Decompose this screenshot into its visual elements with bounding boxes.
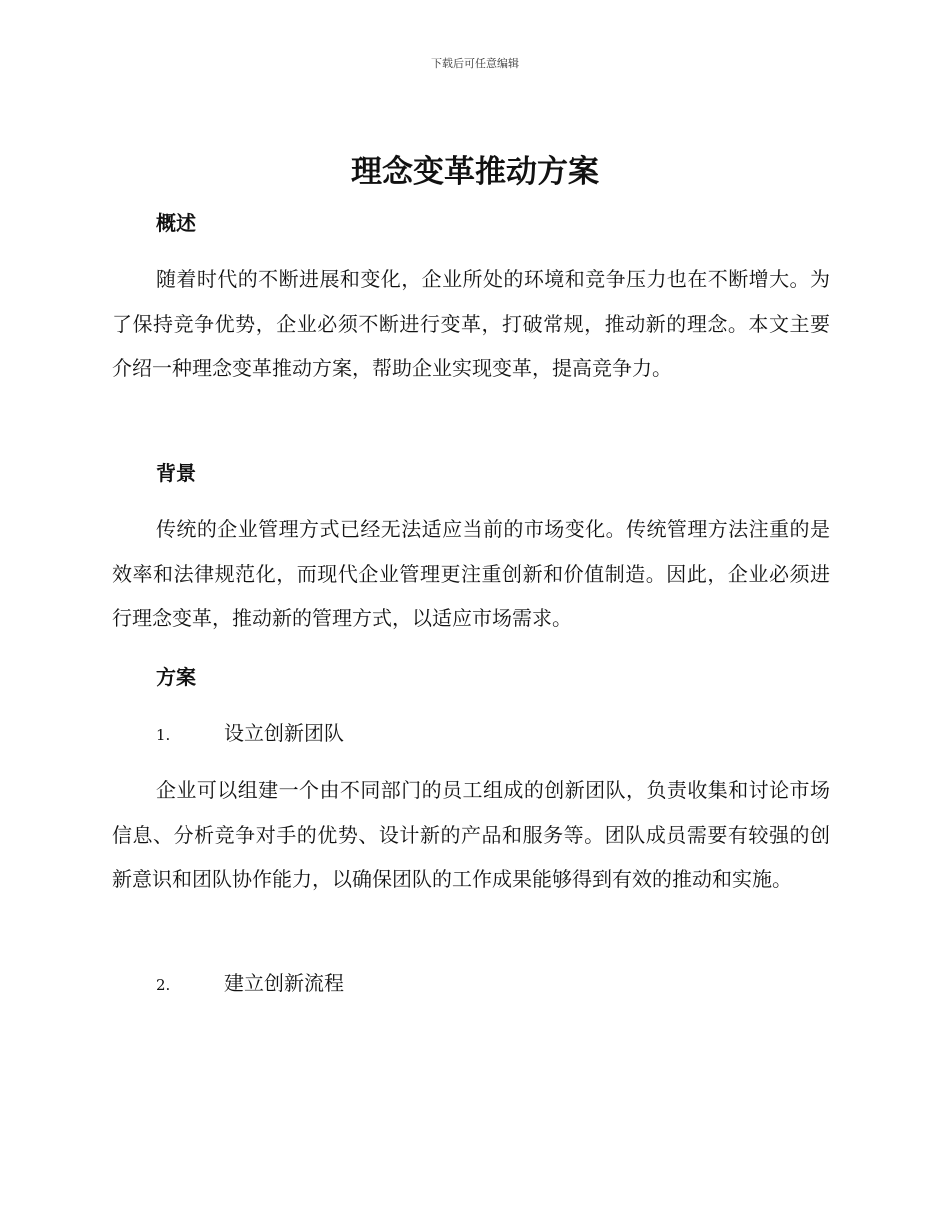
paragraph-overview: 随着时代的不断进展和变化，企业所处的环境和竞争压力也在不断增大。为了保持竞争优势，企业必须不断进行变革，打破常规，推动新的理念。本文主要介绍一种理念变革推动方案，帮助企业实现变革，提高竞争力。 <box>112 267 830 380</box>
list-item-number: 2. <box>156 976 171 994</box>
paragraph-background: 传统的企业管理方式已经无法适应当前的市场变化。传统管理方法注重的是效率和法律规范化，而现代企业管理更注重创新和价值制造。因此，企业必须进行理念变革，推动新的管理方式，以适应市场需求。 <box>112 517 830 630</box>
document-title: 理念变革推动方案 <box>351 154 599 190</box>
list-item-2 <box>156 968 344 1000</box>
section-heading-plan: 方案 <box>156 665 196 689</box>
list-item-label: 设立创新团队 <box>224 721 344 745</box>
section-heading-background: 背景 <box>156 461 196 485</box>
header-note: 下载后可任意编辑 <box>431 57 519 70</box>
list-item-number: 1. <box>156 726 171 744</box>
list-item-1 <box>156 718 344 750</box>
section-heading-overview: 概述 <box>156 211 196 235</box>
list-item-label: 建立创新流程 <box>224 971 344 995</box>
paragraph-innovation-team: 企业可以组建一个由不同部门的员工组成的创新团队，负责收集和讨论市场信息、分析竞争对手的优势、设计新的产品和服务等。团队成员需要有较强的创新意识和团队协作能力，以确保团队的工作成果能够得到有效的推动和实施。 <box>112 778 830 891</box>
